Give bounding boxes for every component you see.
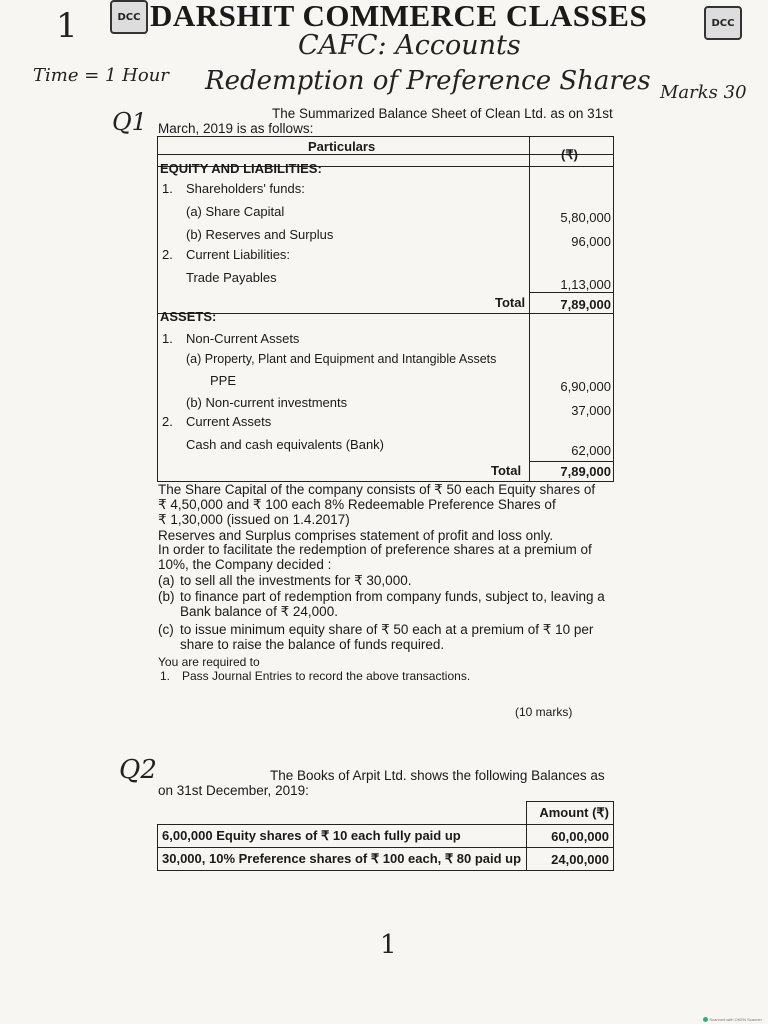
balances-table: [157, 801, 614, 871]
investments-amount: 37,000: [571, 403, 611, 418]
q2-intro-line1: The Books of Arpit Ltd. shows the following Balances as: [270, 768, 605, 783]
reserves-surplus: (b) Reserves and Surplus: [186, 227, 334, 242]
option-b-line1: to finance part of redemption from company funds, subject to, leaving a: [180, 589, 605, 604]
option-c-label: (c): [158, 622, 174, 637]
balance-sheet-table: [157, 136, 614, 482]
q1-intro-line2: March, 2019 is as follows:: [158, 121, 314, 136]
ppe-heading: (a) Property, Plant and Equipment and Intangible Assets: [186, 352, 497, 366]
non-current-investments: (b) Non-current investments: [186, 395, 348, 410]
para2: Reserves and Surplus comprises statement of profit and loss only.: [158, 528, 554, 543]
total-liabilities: 7,89,000: [560, 297, 611, 312]
ppe-label: PPE: [210, 373, 237, 388]
option-b-label: (b): [158, 589, 175, 604]
q2-intro-line2: on 31st December, 2019:: [158, 783, 309, 798]
para1-line1: The Share Capital of the company consists of ₹ 50 each Equity shares of: [158, 482, 596, 497]
row-amount: 60,00,000: [527, 825, 614, 848]
col-particulars: Particulars: [308, 139, 376, 154]
header-title: DARSHIT COMMERCE CLASSES: [150, 0, 648, 33]
share-capital: (a) Share Capital: [186, 204, 285, 219]
nca-num: 1.: [162, 331, 173, 346]
requirement-1-num: 1.: [160, 669, 171, 683]
current-liabilities: Current Liabilities:: [186, 247, 291, 262]
trade-payables: Trade Payables: [186, 270, 277, 285]
question-1-label: Q1: [112, 108, 147, 136]
share-capital-amount: 5,80,000: [560, 210, 611, 225]
requirement-1: Pass Journal Entries to record the above transactions.: [182, 669, 471, 683]
scanner-logo-icon: [703, 1017, 708, 1022]
option-a-text: to sell all the investments for ₹ 30,000.: [180, 573, 412, 588]
assets-heading: ASSETS:: [160, 309, 217, 324]
reserves-amount: 96,000: [571, 234, 611, 249]
trade-payables-amount: 1,13,000: [560, 277, 611, 292]
required-heading: You are required to: [158, 655, 260, 669]
q1-intro-line1: The Summarized Balance Sheet of Clean Ltd. as on 31st: [272, 106, 613, 121]
sh-funds-num: 1.: [162, 181, 173, 196]
ppe-amount: 6,90,000: [560, 379, 611, 394]
col-amount: Amount (₹): [527, 802, 614, 825]
row-label: 30,000, 10% Preference shares of ₹ 100 each, ₹ 80 paid up: [158, 848, 527, 871]
col-amount: (₹): [561, 147, 578, 162]
option-a-label: (a): [158, 573, 175, 588]
bottom-mark: 1: [380, 930, 397, 960]
shareholders-funds: Shareholders' funds:: [186, 181, 305, 196]
total-label-2: Total: [491, 463, 522, 478]
total-label-1: Total: [495, 295, 526, 310]
row-amount: 24,00,000: [527, 848, 614, 871]
equity-heading: EQUITY AND LIABILITIES:: [160, 161, 322, 176]
table-row: [158, 825, 614, 848]
margin-mark: 1: [56, 6, 78, 46]
para1-line2: ₹ 4,50,000 and ₹ 100 each 8% Redeemable Preference Shares of: [158, 497, 556, 512]
current-assets: Current Assets: [186, 414, 272, 429]
para3-line1: In order to facilitate the redemption of preference shares at a premium of: [158, 542, 592, 557]
marks-handwritten: Marks 30: [660, 82, 747, 103]
question-2-label: Q2: [119, 755, 157, 785]
logo-left: DCC: [110, 0, 148, 34]
chapter-handwritten: Redemption of Preference Shares: [205, 66, 651, 96]
cl-num: 2.: [162, 247, 173, 262]
subject-handwritten: CAFC: Accounts: [298, 30, 521, 61]
table-row: [158, 848, 614, 871]
scanner-watermark: Scanned with OKEN Scanner: [703, 1017, 762, 1022]
total-assets: 7,89,000: [560, 464, 611, 479]
non-current-assets: Non-Current Assets: [186, 331, 300, 346]
option-c-line1: to issue minimum equity share of ₹ 50 each at a premium of ₹ 10 per: [180, 622, 594, 637]
para1-line3: ₹ 1,30,000 (issued on 1.4.2017): [158, 512, 350, 527]
option-b-line2: Bank balance of ₹ 24,000.: [180, 604, 338, 619]
cash-bank: Cash and cash equivalents (Bank): [186, 437, 385, 452]
time-handwritten: Time = 1 Hour: [33, 65, 169, 86]
row-label: 6,00,000 Equity shares of ₹ 10 each fully paid up: [158, 825, 527, 848]
ca-num: 2.: [162, 414, 173, 429]
cash-amount: 62,000: [571, 443, 611, 458]
option-c-line2: share to raise the balance of funds required.: [180, 637, 445, 652]
q1-marks: (10 marks): [515, 705, 573, 719]
para3-line2: 10%, the Company decided :: [158, 557, 332, 572]
logo-right: DCC: [704, 6, 742, 40]
